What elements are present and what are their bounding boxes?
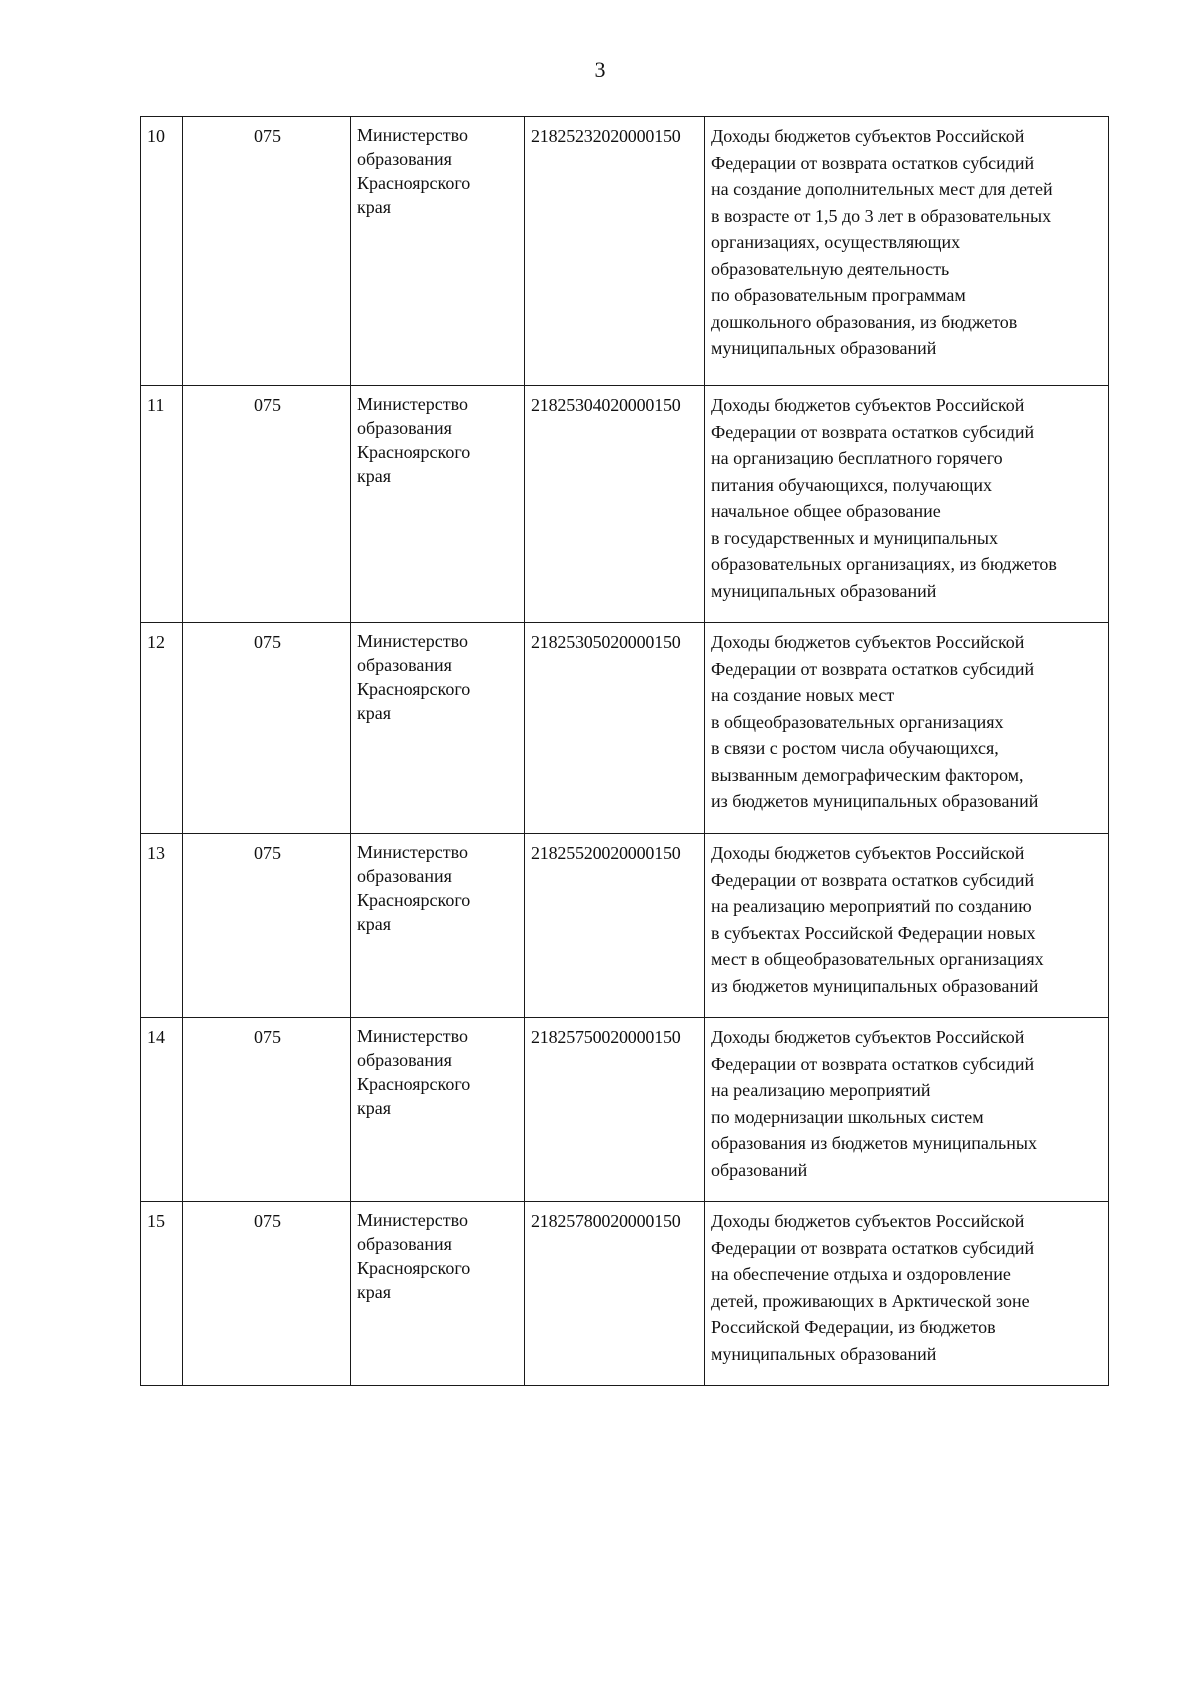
- administrator-name-line: Красноярского: [357, 442, 471, 462]
- table-row: [141, 1202, 1109, 1386]
- administrator-name: [351, 117, 525, 386]
- administrator-name: [351, 1202, 525, 1386]
- administrator-name-line: края: [357, 1282, 392, 1302]
- page-number: 3: [594, 57, 606, 82]
- description-line: муниципальных образований: [711, 1343, 937, 1364]
- description-line: на реализацию мероприятий: [711, 1080, 931, 1100]
- description-line: в общеобразовательных организациях: [711, 711, 1004, 732]
- income-description: [705, 117, 1109, 386]
- description-line: Федерации от возврата остатков субсидий: [711, 421, 1035, 442]
- administrator-name-line: Министерство: [357, 631, 468, 651]
- administrator-name: [351, 1018, 525, 1202]
- description-line: Федерации от возврата остатков субсидий: [711, 1053, 1035, 1074]
- description-line: по образовательным программам: [711, 285, 966, 305]
- description-line: на обеспечение отдыха и оздоровление: [711, 1264, 1011, 1284]
- administrator-name-line: образования: [357, 866, 452, 886]
- budget-classification-code: 21825750020000150: [525, 1018, 705, 1202]
- income-description: [705, 834, 1109, 1018]
- description-line: Доходы бюджетов субъектов Российской: [711, 843, 1025, 863]
- income-description: [705, 1018, 1109, 1202]
- table-row: [141, 386, 1109, 623]
- table-row: [141, 834, 1109, 1018]
- administrator-name-line: Министерство: [357, 842, 468, 862]
- table-row: [141, 623, 1109, 834]
- budget-classification-code: 21825304020000150: [525, 386, 705, 623]
- description-line: в связи с ростом числа обучающихся,: [711, 738, 999, 758]
- administrator-name-line: Красноярского: [357, 1074, 471, 1094]
- description-line: на создание новых мест: [711, 685, 895, 705]
- description-line: Федерации от возврата остатков субсидий: [711, 658, 1035, 679]
- description-line: Федерации от возврата остатков субсидий: [711, 869, 1035, 890]
- administrator-name-line: образования: [357, 149, 452, 169]
- description-line: Доходы бюджетов субъектов Российской: [711, 1027, 1025, 1047]
- table-row: [141, 117, 1109, 386]
- description-line: муниципальных образований: [711, 338, 937, 358]
- description-line: вызванным демографическим фактором,: [711, 764, 1024, 785]
- administrator-name-line: Министерство: [357, 394, 468, 414]
- description-line: из бюджетов муниципальных образований: [711, 975, 1039, 996]
- administrator-name-line: образования: [357, 655, 452, 675]
- administrator-name-line: Красноярского: [357, 679, 471, 699]
- description-line: по модернизации школьных систем: [711, 1106, 984, 1127]
- description-line: в субъектах Российской Федерации новых: [711, 922, 1036, 943]
- row-number: 10: [141, 117, 183, 386]
- administrator-code: 075: [183, 1018, 351, 1202]
- administrator-name-line: Министерство: [357, 1026, 468, 1046]
- description-line: в возрасте от 1,5 до 3 лет в образовательных: [711, 205, 1052, 226]
- description-line: Доходы бюджетов субъектов Российской: [711, 1211, 1025, 1231]
- description-line: Федерации от возврата остатков субсидий: [711, 1237, 1035, 1258]
- administrator-name-line: края: [357, 914, 392, 934]
- administrator-name-line: образования: [357, 418, 452, 438]
- description-line: Федерации от возврата остатков субсидий: [711, 152, 1035, 173]
- budget-income-table: [140, 116, 1109, 1386]
- budget-classification-code: 21825232020000150: [525, 117, 705, 386]
- description-line: организациях, осуществляющих: [711, 232, 961, 252]
- administrator-name-line: Красноярского: [357, 173, 471, 193]
- description-line: из бюджетов муниципальных образований: [711, 791, 1039, 811]
- administrator-code: 075: [183, 1202, 351, 1386]
- description-line: образования из бюджетов муниципальных: [711, 1133, 1037, 1153]
- description-line: на реализацию мероприятий по созданию: [711, 896, 1032, 916]
- row-number: 15: [141, 1202, 183, 1386]
- administrator-name-line: края: [357, 466, 392, 486]
- description-line: на организацию бесплатного горячего: [711, 448, 1003, 468]
- description-line: Доходы бюджетов субъектов Российской: [711, 395, 1025, 415]
- description-line: мест в общеобразовательных организациях: [711, 949, 1044, 969]
- administrator-name-line: образования: [357, 1234, 452, 1254]
- description-line: муниципальных образований: [711, 580, 937, 601]
- budget-classification-code: 21825780020000150: [525, 1202, 705, 1386]
- row-number: 12: [141, 623, 183, 834]
- administrator-name: [351, 834, 525, 1018]
- administrator-name-line: Красноярского: [357, 1258, 471, 1278]
- budget-classification-code: 21825520020000150: [525, 834, 705, 1018]
- administrator-code: 075: [183, 117, 351, 386]
- administrator-name: [351, 386, 525, 623]
- description-line: образований: [711, 1159, 808, 1180]
- administrator-name-line: Красноярского: [357, 890, 471, 910]
- description-line: образовательных организациях, из бюджетов: [711, 554, 1057, 574]
- administrator-name-line: Министерство: [357, 1210, 468, 1230]
- administrator-code: 075: [183, 834, 351, 1018]
- administrator-name-line: Министерство: [357, 125, 468, 145]
- income-description: [705, 623, 1109, 834]
- description-line: начальное общее образование: [711, 501, 941, 521]
- description-line: в государственных и муниципальных: [711, 527, 998, 548]
- income-description: [705, 1202, 1109, 1386]
- row-number: 14: [141, 1018, 183, 1202]
- description-line: Доходы бюджетов субъектов Российской: [711, 632, 1025, 652]
- description-line: детей, проживающих в Арктической зоне: [711, 1290, 1030, 1311]
- administrator-name: [351, 623, 525, 834]
- administrator-name-line: образования: [357, 1050, 452, 1070]
- table-row: [141, 1018, 1109, 1202]
- description-line: образовательную деятельность: [711, 258, 950, 279]
- row-number: 13: [141, 834, 183, 1018]
- description-line: Российской Федерации, из бюджетов: [711, 1317, 996, 1337]
- description-line: на создание дополнительных мест для детей: [711, 179, 1053, 199]
- administrator-code: 075: [183, 386, 351, 623]
- income-description: [705, 386, 1109, 623]
- administrator-name-line: края: [357, 1098, 392, 1118]
- administrator-name-line: края: [357, 197, 392, 217]
- description-line: Доходы бюджетов субъектов Российской: [711, 126, 1025, 146]
- row-number: 11: [141, 386, 183, 623]
- description-line: дошкольного образования, из бюджетов: [711, 311, 1018, 332]
- budget-classification-code: 21825305020000150: [525, 623, 705, 834]
- description-line: питания обучающихся, получающих: [711, 474, 992, 495]
- administrator-code: 075: [183, 623, 351, 834]
- administrator-name-line: края: [357, 703, 392, 723]
